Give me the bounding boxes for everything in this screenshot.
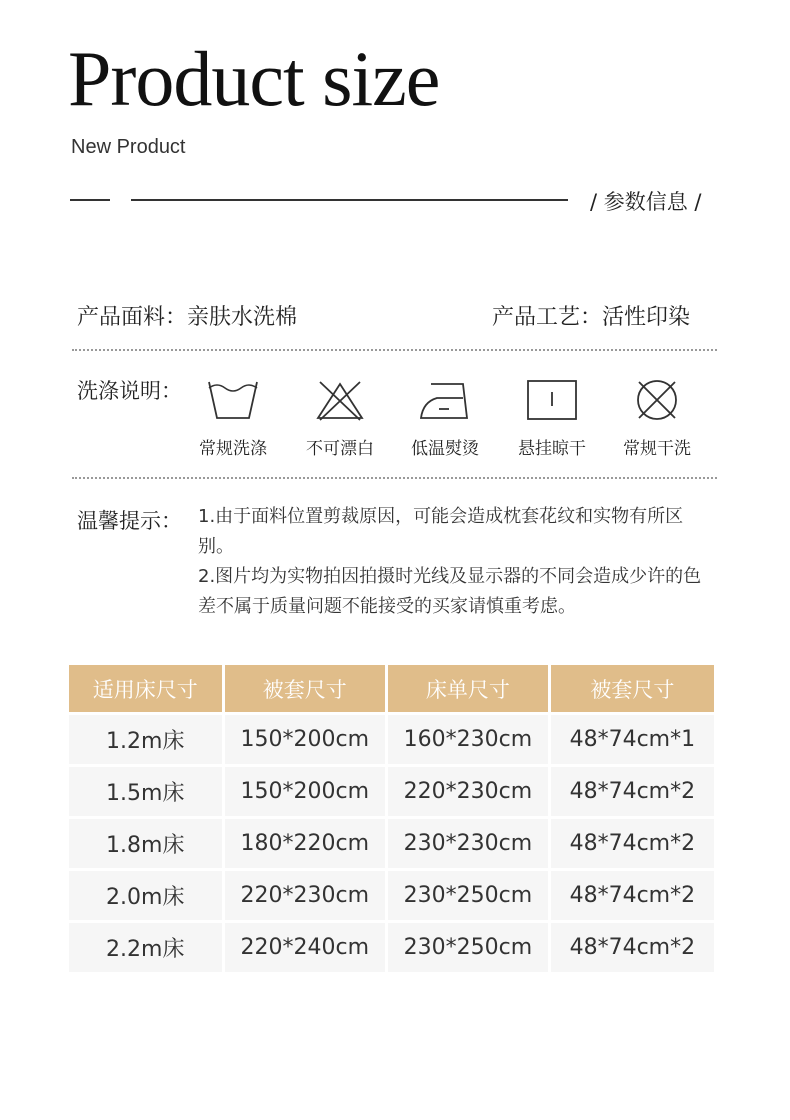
care-item-no-bleach [295,378,385,459]
table-row [69,715,714,764]
care-item-wash [188,378,278,459]
table-cell: 160*230cm [388,715,548,764]
craft-info: 产品工艺：活性印染 [492,305,691,330]
tip-item: 2.图片均为实物拍因拍摄时光线及显示器的不同会造成少许的色差不属于质量问题不能接受的买家请慎重考虑。 [198,566,702,617]
table-cell: 220*230cm [225,871,386,920]
low-iron-icon [417,378,473,422]
care-label: 低温熨烫 [411,439,479,459]
table-cell: 48*74cm*2 [551,819,714,868]
care-label: 不可漂白 [306,439,374,459]
table-row [69,819,714,868]
hang-dry-icon [524,378,580,422]
table-cell: 2.2m床 [69,923,222,972]
wash-label: 洗涤说明： [77,379,182,403]
table-row [69,871,714,920]
dotted-divider [72,349,717,351]
care-label: 常规干洗 [623,439,691,459]
no-bleach-icon [312,378,368,422]
tips-label: 温馨提示： [77,509,182,533]
column-header: 床单尺寸 [388,665,548,712]
washtub-icon [205,378,261,422]
dry-clean-icon [629,378,685,422]
column-header: 被套尺寸 [225,665,386,712]
care-label: 常规洗涤 [199,439,267,459]
page-title: Product size [68,35,440,122]
table-cell: 48*74cm*2 [551,871,714,920]
table-cell: 1.2m床 [69,715,222,764]
table-cell: 48*74cm*2 [551,767,714,816]
dotted-divider [72,477,717,479]
table-cell: 1.8m床 [69,819,222,868]
table-cell: 230*250cm [388,923,548,972]
table-cell: 150*200cm [225,767,386,816]
divider-short [70,199,110,201]
table-header-row [69,665,714,712]
table-cell: 230*230cm [388,819,548,868]
section-tag: / 参数信息 / [590,190,702,214]
table-cell: 230*250cm [388,871,548,920]
table-row [69,923,714,972]
care-item-hang-dry [507,378,597,459]
care-item-low-iron [400,378,490,459]
table-cell: 1.5m床 [69,767,222,816]
table-cell: 220*230cm [388,767,548,816]
care-label: 悬挂晾干 [518,439,586,459]
table-cell: 48*74cm*2 [551,923,714,972]
page-subtitle: New Product [71,136,186,158]
size-table [66,662,717,975]
column-header: 适用床尺寸 [69,665,222,712]
fabric-info: 产品面料：亲肤水洗棉 [77,305,298,330]
table-cell: 220*240cm [225,923,386,972]
table-cell: 180*220cm [225,819,386,868]
table-row [69,767,714,816]
table-cell: 2.0m床 [69,871,222,920]
divider-long [131,199,568,201]
care-item-dry-clean [612,378,702,459]
column-header: 被套尺寸 [551,665,714,712]
table-cell: 150*200cm [225,715,386,764]
tip-item: 1.由于面料位置剪裁原因，可能会造成枕套花纹和实物有所区别。 [198,506,684,557]
table-cell: 48*74cm*1 [551,715,714,764]
